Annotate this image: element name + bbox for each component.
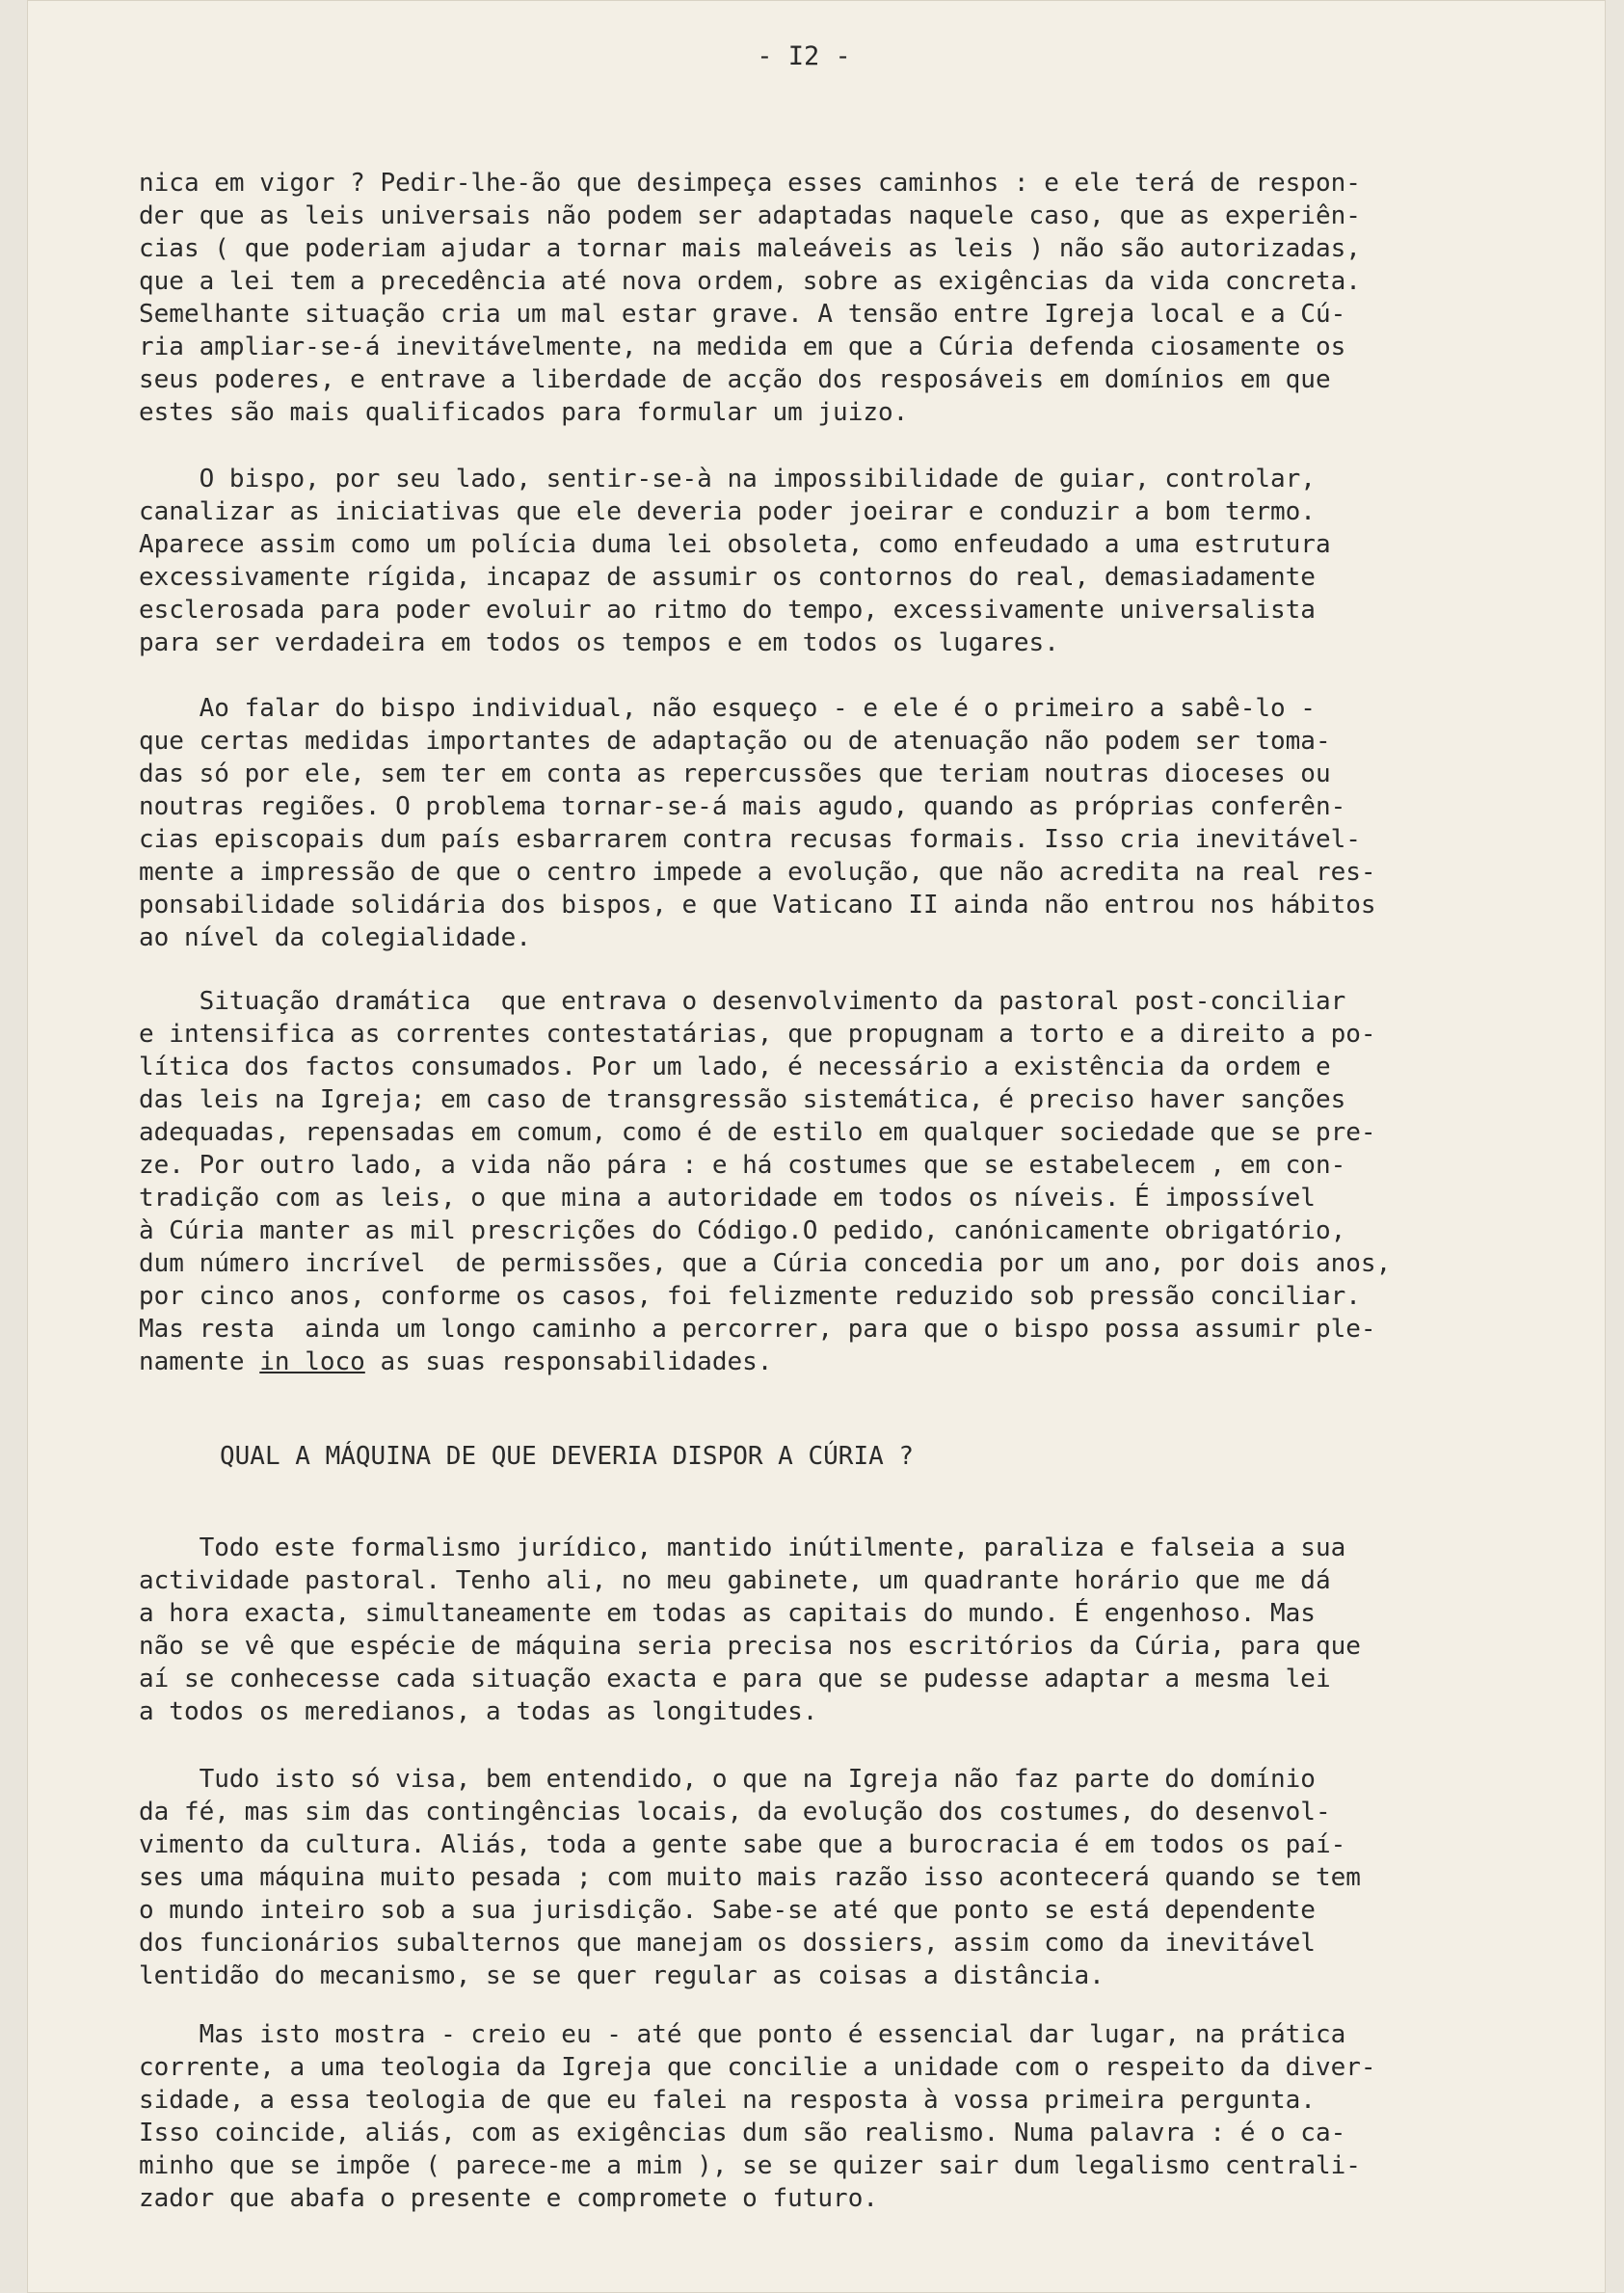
text-line: esclerosada para poder evoluir ao ritmo do tempo, excessivamente universalista — [139, 596, 1316, 625]
text-line: Mas isto mostra - creio eu - até que ponto é essencial dar lugar, na prática — [139, 2020, 1346, 2049]
text-line: der que as leis universais não podem ser adaptadas naquele caso, que as experiên- — [139, 201, 1361, 230]
text-line: Mas resta ainda um longo caminho a percorrer, para que o bispo possa assumir ple- — [139, 1315, 1376, 1344]
paragraph-6 — [139, 1763, 1469, 1992]
text-fragment: namente — [139, 1347, 260, 1376]
section-heading: QUAL A MÁQUINA DE QUE DEVERIA DISPOR A CÚRIA ? — [220, 1442, 915, 1471]
text-line: Semelhante situação cria um mal estar grave. A tensão entre Igreja local e a Cú- — [139, 300, 1346, 329]
text-line-last — [139, 1346, 1469, 1378]
text-line: para ser verdadeira em todos os tempos e em todos os lugares. — [139, 628, 1059, 657]
text-line: Situação dramática que entrava o desenvolvimento da pastoral post-conciliar — [139, 987, 1346, 1016]
text-line: não se vê que espécie de máquina seria precisa nos escritórios da Cúria, para que — [139, 1632, 1361, 1661]
text-line: corrente, a uma teologia da Igreja que concilie a unidade com o respeito da diver- — [139, 2053, 1376, 2082]
text-line: ao nível da colegialidade. — [139, 923, 531, 952]
text-line: à Cúria manter as mil prescrições do Código.O pedido, canónicamente obrigatório, — [139, 1216, 1346, 1245]
text-line: ria ampliar-se-á inevitávelmente, na medida em que a Cúria defenda ciosamente os — [139, 333, 1346, 361]
paragraph-3 — [139, 692, 1469, 954]
text-line: da fé, mas sim das contingências locais, da evolução dos costumes, do desenvol- — [139, 1798, 1331, 1826]
text-line: noutras regiões. O problema tornar-se-á mais agudo, quando as próprias conferên- — [139, 792, 1346, 821]
text-line: excessivamente rígida, incapaz de assumir os contornos do real, demasiadamente — [139, 563, 1316, 592]
text-line: ponsabilidade solidária dos bispos, e que Vaticano II ainda não entrou nos hábitos — [139, 891, 1376, 920]
text-line: minho que se impõe ( parece-me a mim ), se se quizer sair dum legalismo centrali- — [139, 2151, 1361, 2180]
text-line: cias episcopais dum país esbarrarem contra recusas formais. Isso cria inevitável- — [139, 825, 1361, 854]
text-line: tradição com as leis, o que mina a autoridade em todos os níveis. É impossível — [139, 1184, 1316, 1213]
text-line: zador que abafa o presente e compromete o futuro. — [139, 2184, 879, 2213]
paragraph-2 — [139, 463, 1469, 659]
text-line: O bispo, por seu lado, sentir-se-à na impossibilidade de guiar, controlar, — [139, 465, 1316, 493]
text-line: ses uma máquina muito pesada ; com muito mais razão isso acontecerá quando se tem — [139, 1863, 1361, 1892]
text-line: por cinco anos, conforme os casos, foi felizmente reduzido sob pressão conciliar. — [139, 1282, 1361, 1311]
paragraph-5 — [139, 1532, 1469, 1728]
text-line: vimento da cultura. Aliás, toda a gente sabe que a burocracia é em todos os paí- — [139, 1830, 1346, 1859]
text-line: o mundo inteiro sob a sua jurisdição. Sabe-se até que ponto se está dependente — [139, 1896, 1316, 1925]
text-line: das leis na Igreja; em caso de transgressão sistemática, é preciso haver sanções — [139, 1085, 1346, 1114]
page-number: - I2 - — [757, 41, 851, 71]
text-line: actividade pastoral. Tenho ali, no meu gabinete, um quadrante horário que me dá — [139, 1566, 1331, 1595]
paragraph-1 — [139, 167, 1469, 429]
text-line: sidade, a essa teologia de que eu falei na resposta à vossa primeira pergunta. — [139, 2086, 1316, 2115]
text-line: que a lei tem a precedência até nova ordem, sobre as exigências da vida concreta. — [139, 267, 1361, 296]
text-line: mente a impressão de que o centro impede a evolução, que não acredita na real res- — [139, 858, 1376, 887]
text-line: Todo este formalismo jurídico, mantido inútilmente, paraliza e falseia a sua — [139, 1533, 1346, 1562]
text-line: e intensifica as correntes contestatárias, que propugnam a torto e a direito a po- — [139, 1020, 1376, 1049]
text-line: Ao falar do bispo individual, não esqueço - e ele é o primeiro a sabê-lo - — [139, 694, 1316, 723]
text-line: lítica dos factos consumados. Por um lado, é necessário a existência da ordem e — [139, 1053, 1331, 1081]
text-line: estes são mais qualificados para formular um juizo. — [139, 398, 909, 427]
text-line: ze. Por outro lado, a vida não pára : e há costumes que se estabelecem , em con- — [139, 1151, 1346, 1180]
text-line: Isso coincide, aliás, com as exigências dum são realismo. Numa palavra : é o ca- — [139, 2119, 1346, 2147]
text-line: cias ( que poderiam ajudar a tornar mais maleáveis as leis ) não são autorizadas, — [139, 234, 1361, 263]
text-line: que certas medidas importantes de adaptação ou de atenuação não podem ser toma- — [139, 727, 1331, 756]
underlined-phrase: in loco — [259, 1347, 365, 1376]
text-line: Aparece assim como um polícia duma lei obsoleta, como enfeudado a uma estrutura — [139, 530, 1331, 559]
text-line: lentidão do mecanismo, se se quer regular as coisas a distância. — [139, 1961, 1105, 1990]
text-line: adequadas, repensadas em comum, como é de estilo em qualquer sociedade que se pre- — [139, 1118, 1376, 1147]
text-line: Tudo isto só visa, bem entendido, o que na Igreja não faz parte do domínio — [139, 1765, 1316, 1794]
text-fragment: as suas responsabilidades. — [364, 1347, 773, 1376]
text-line: dos funcionários subalternos que manejam os dossiers, assim como da inevitável — [139, 1929, 1316, 1958]
text-line: a todos os meredianos, a todas as longitudes. — [139, 1697, 818, 1726]
text-line: aí se conhecesse cada situação exacta e para que se pudesse adaptar a mesma lei — [139, 1665, 1331, 1693]
text-line: das só por ele, sem ter em conta as repercussões que teriam noutras dioceses ou — [139, 760, 1331, 788]
text-line: a hora exacta, simultaneamente em todas as capitais do mundo. É engenhoso. Mas — [139, 1599, 1316, 1628]
text-line: canalizar as iniciativas que ele deveria poder joeirar e conduzir a bom termo. — [139, 497, 1316, 526]
text-line: seus poderes, e entrave a liberdade de acção dos resposáveis em domínios em que — [139, 365, 1331, 394]
paragraph-7 — [139, 2018, 1469, 2215]
document-page — [27, 0, 1606, 2293]
text-line: dum número incrível de permissões, que a Cúria concedia por um ano, por dois anos, — [139, 1249, 1392, 1278]
paragraph-4 — [139, 985, 1469, 1378]
text-line: nica em vigor ? Pedir-lhe-ão que desimpeça esses caminhos : e ele terá de respon- — [139, 169, 1361, 198]
